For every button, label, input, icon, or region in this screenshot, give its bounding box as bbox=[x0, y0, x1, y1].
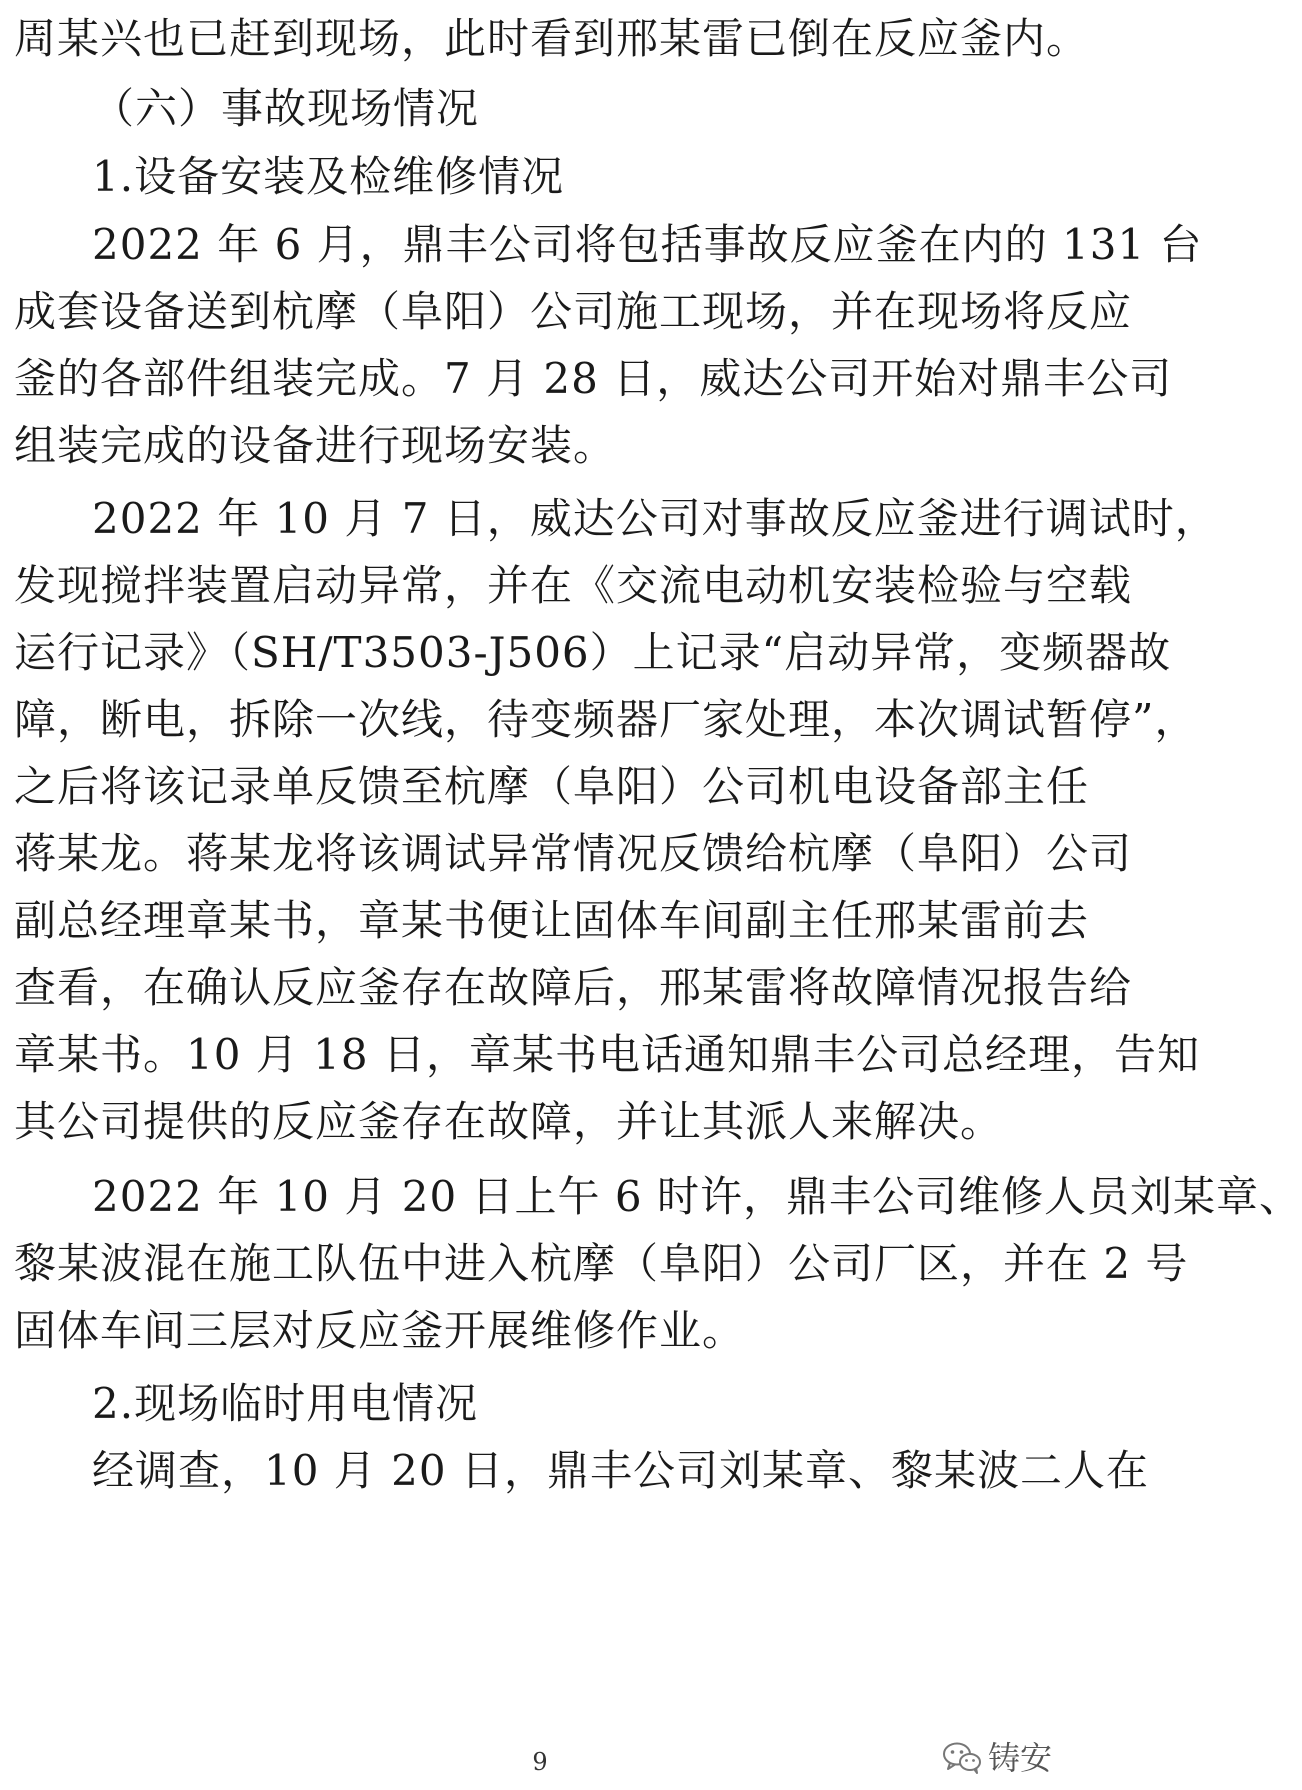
wechat-icon bbox=[942, 1741, 982, 1775]
paragraph-line: 之后将该记录单反馈至杭摩（阜阳）公司机电设备部主任 bbox=[14, 762, 1090, 811]
paragraph-line: 经调查，10 月 20 日，鼎丰公司刘某章、黎某波二人在 bbox=[92, 1446, 1149, 1495]
paragraph-line: 组装完成的设备进行现场安装。 bbox=[14, 421, 617, 470]
paragraph-line: 黎某波混在施工队伍中进入杭摩（阜阳）公司厂区，并在 2 号 bbox=[14, 1239, 1189, 1288]
paragraph-line: 障，断电，拆除一次线，待变频器厂家处理，本次调试暂停”， bbox=[14, 695, 1198, 744]
paragraph-line: 副总经理章某书，章某书便让固体车间副主任邢某雷前去 bbox=[14, 896, 1090, 945]
page-number: 9 bbox=[532, 1748, 548, 1776]
paragraph-line: 成套设备送到杭摩（阜阳）公司施工现场，并在现场将反应 bbox=[14, 287, 1133, 336]
paragraph-line: 固体车间三层对反应釜开展维修作业。 bbox=[14, 1306, 746, 1355]
paragraph-line: 2022 年 10 月 7 日，威达公司对事故反应釜进行调试时， bbox=[92, 494, 1218, 543]
paragraph-line: 釜的各部件组装完成。7 月 28 日，威达公司开始对鼎丰公司 bbox=[14, 354, 1173, 403]
paragraph-line: 蒋某龙。蒋某龙将该调试异常情况反馈给杭摩（阜阳）公司 bbox=[14, 829, 1133, 878]
paragraph-line: 运行记录》（SH/T3503-J506）上记录“启动异常，变频器故 bbox=[14, 628, 1172, 677]
paragraph-line: 查看，在确认反应釜存在故障后，邢某雷将故障情况报告给 bbox=[14, 963, 1133, 1012]
watermark-text: 铸安 bbox=[987, 1739, 1052, 1777]
section-heading: （六）事故现场情况 bbox=[92, 84, 480, 133]
paragraph-line: 2022 年 10 月 20 日上午 6 时许，鼎丰公司维修人员刘某章、 bbox=[92, 1172, 1302, 1221]
subsection-heading: 2.现场临时用电情况 bbox=[92, 1379, 479, 1428]
paragraph-line: 2022 年 6 月，鼎丰公司将包括事故反应釜在内的 131 台 bbox=[92, 220, 1203, 269]
paragraph-line: 其公司提供的反应釜存在故障，并让其派人来解决。 bbox=[14, 1097, 1004, 1146]
paragraph-line: 章某书。10 月 18 日，章某书电话通知鼎丰公司总经理，告知 bbox=[14, 1030, 1200, 1079]
paragraph-line: 发现搅拌装置启动异常，并在《交流电动机安装检验与空载 bbox=[14, 561, 1133, 610]
subsection-heading: 1.设备安装及检维修情况 bbox=[92, 152, 565, 201]
paragraph-line: 周某兴也已赶到现场，此时看到邢某雷已倒在反应釜内。 bbox=[14, 14, 1090, 63]
watermark bbox=[942, 1738, 1052, 1778]
